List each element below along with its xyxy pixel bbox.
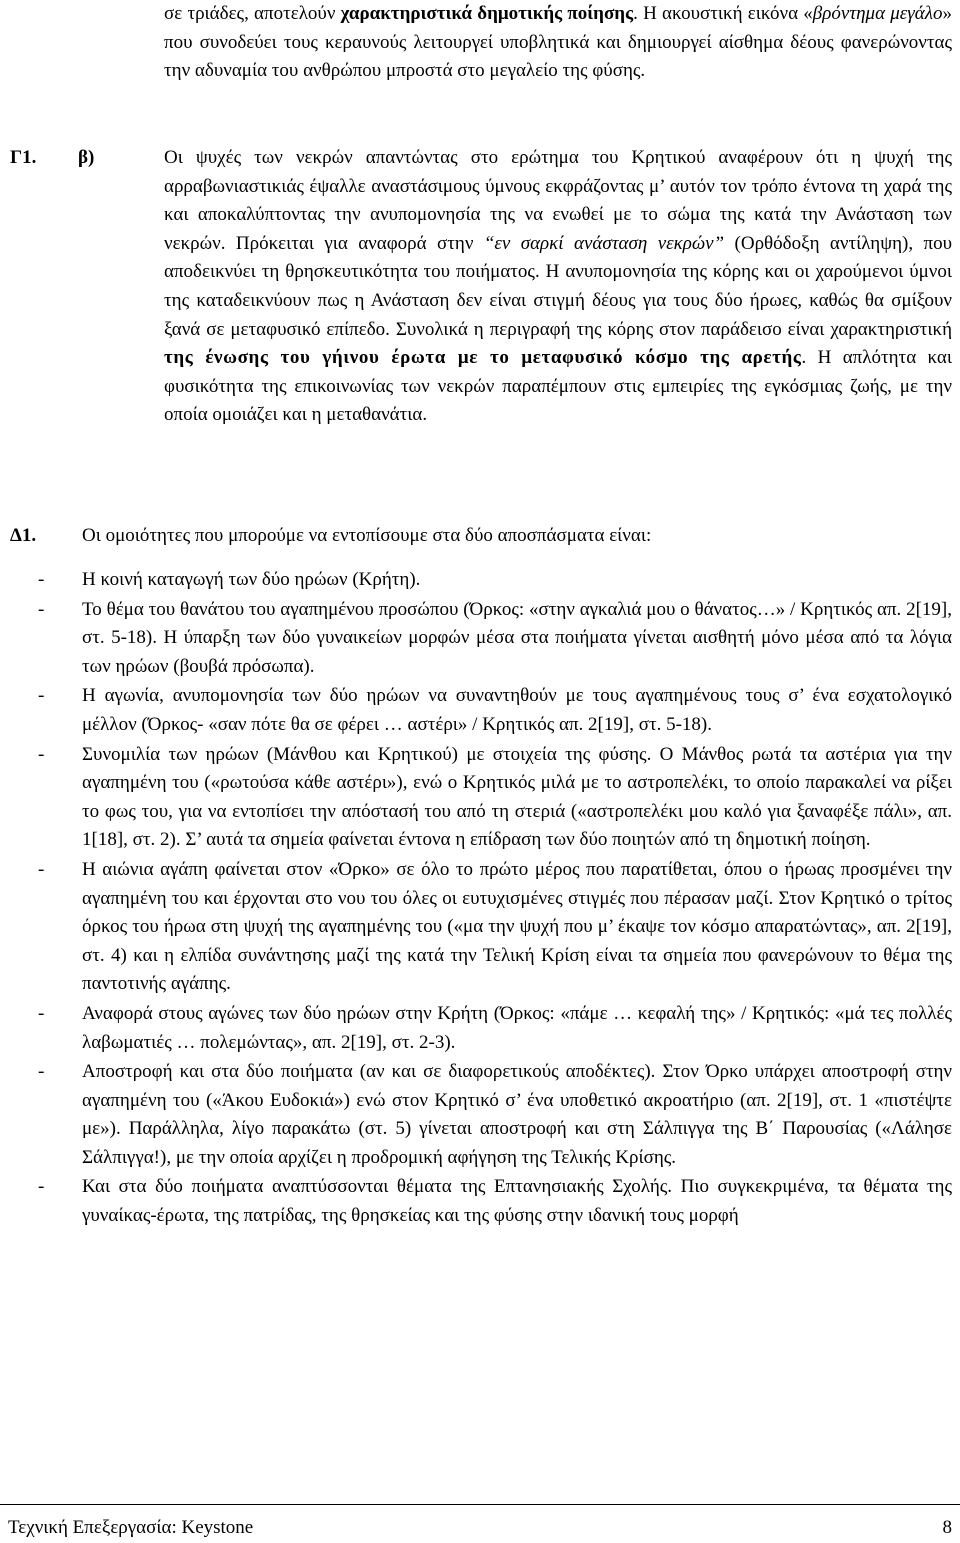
list-dash: -: [38, 1176, 45, 1198]
list-item: [0, 596, 952, 682]
g1-text-3: . Η απλότητα και φυσικότητα της επικοινωνίας των νεκρών παραπέμπουν στις εμπειρίες της εγκόσμιας ζωής, με την οποία ομοιάζει και η μεταθανάτια.: [164, 347, 952, 426]
g1-text-2: (Ορθόδοξη αντίληψη), που αποδεικνύει τη θρησκευτικότητα του ποιήματος. Η ανυπομονησία της κόρης και οι χαρούμενοι ύμνοι της καταδεικνύουν πως η Ανάσταση δεν είναι στιγμή δέους για τους δύο ήρωες, καθώς θα σμίξουν ξανά σε μεταφυσικό επίπεδο. Συνολικά η περιγραφή της κόρης στον παράδεισο είναι χαρακτηριστική: [164, 232, 953, 340]
list-dash: -: [38, 1061, 45, 1083]
section-g1-body: [164, 144, 952, 430]
section-d1: [10, 522, 952, 551]
intro-paragraph: [164, 0, 952, 86]
g1-bold-1: της ένωσης του γήινου έρωτα με το μεταφυσικό κόσμο της αρετής: [164, 347, 802, 369]
intro-italic-1: βρόντημα μεγάλο: [812, 3, 943, 24]
list-dash: -: [38, 569, 45, 590]
section-d1-intro: Οι ομοιότητες που μπορούμε να εντοπίσουμε στα δύο αποσπάσματα είναι:: [82, 525, 652, 546]
list-item: [0, 741, 952, 855]
list-item-text: Αποστροφή και στα δύο ποιήματα (αν και σε διαφορετικούς αποδέκτες). Στον Όρκο υπάρχει αποστροφή στην αγαπημένη του («Άκου Ευδοκιά») ενώ στον Κρητικό σ’ ένα υποθετικό ακροατήριο (απ. 2[19], στ. 1 «πιστέψτε με»). Παράλληλα, λίγο παρακάτω (στ. 5) γίνεται αποστροφή και στη Σάλπιγγα της Β΄ Παρουσίας («Λάλησε Σάλπιγγα!), με την οποία αρχίζει η προδρομική αφήγηση της Τελικής Κρίσης.: [82, 1061, 952, 1168]
section-g1: [10, 144, 952, 430]
list-dash: -: [38, 685, 45, 707]
list-item-text: Η κοινή καταγωγή των δύο ηρώων (Κρήτη).: [82, 569, 421, 590]
list-item: [0, 682, 952, 739]
list-item-text: Το θέμα του θανάτου του αγαπημένου προσώπου (Όρκος: «στην αγκαλιά μου ο θάνατος…» / Κρητικός απ. 2[19], στ. 5-18). Η ύπαρξη των δύο γυναικείων μορφών μέσα στα ποιήματα γίνεται αισθητή μόνο μέσα από τα λόγια των ηρώων (βουβά πρόσωπα).: [82, 598, 952, 677]
list-dash: -: [38, 598, 45, 620]
g1-text-1: Οι ψυχές των νεκρών απαντώντας στο ερώτημα του Κρητικού αναφέρουν ότι η ψυχή της αρραβωνιαστικιάς έψαλλε αναστάσιμους ύμνους εκφράζοντας μ’ αυτόν τον τρόπο έντονα τη χαρά της και αποκαλύπτοντας την ανυπομονησία της να ενωθεί με το σώμα της κατά την Ανάσταση των νεκρών. Πρόκειται για αναφορά στην: [164, 147, 952, 254]
list-dash: -: [38, 858, 45, 880]
footer-credit: Τεχνική Επεξεργασία: Keystone: [8, 1517, 254, 1538]
list-item: [0, 566, 952, 595]
list-item-text: Αναφορά στους αγώνες των δύο ηρώων στην Κρήτη (Όρκος: «πάμε … κεφαλή της» / Κρητικός: «μά τες πολλές λαβωματιές … πολεμώντας», απ. 2[19], στ. 2-3).: [82, 1002, 952, 1053]
footer-divider: [0, 1504, 960, 1505]
list-item-text: Η αιώνια αγάπη φαίνεται στον «Όρκο» σε όλο το πρώτο μέρος που παρατίθεται, όπου ο ήρωας προσμένει την αγαπημένη του και έρχονται στο νου του όλες οι ευτυχισμένες στιγμές που πέρασαν μαζί. Στον Κρητικό ο τρίτος όρκος του ήρωα στη ψυχή της αγαπημένης του («μα την ψυχή που μ’ έκαψε τον κόσμο απαρατώντας», απ. 2[19], στ. 4) και η ελπίδα συνάντησης μαζί της κατά την Τελική Κρίση είναι τα σημεία που φανερώνουν το θέμα της παντοτινής αγάπης.: [82, 858, 952, 995]
list-item-text: Η αγωνία, ανυπομονησία των δύο ηρώων να συναντηθούν με τους αγαπημένους τους σ’ ένα εσχατολογικό μέλλον (Όρκος- «σαν πότε θα σε φέρει … αστέρι» / Κρητικός απ. 2[19], στ. 5-18).: [82, 685, 952, 735]
intro-text-3: » που συνοδεύει τους κεραυνούς λειτουργεί υποβλητικά και δημιουργεί αίσθημα δέους φανερώνοντας την αδυναμία του ανθρώπου μπροστά στο μεγαλείο της φύσης.: [164, 3, 952, 82]
list-item: [0, 1000, 952, 1057]
intro-bold-1: χαρακτηριστικά δημοτικής ποίησης: [340, 3, 634, 24]
list-item: [0, 1173, 952, 1230]
list-item-text: Και στα δύο ποιήματα αναπτύσσονται θέματα της Επτανησιακής Σχολής. Πιο συγκεκριμένα, τα θέματα της γυναίκας-έρωτα, της πατρίδας, της θρησκείας και της φύσης στην ιδανική τους μορφή: [82, 1176, 952, 1227]
section-d1-label: Δ1.: [10, 525, 37, 546]
list-item: [0, 856, 952, 999]
g1-italic-1: “εν σαρκί ανάσταση νεκρών”: [483, 232, 725, 254]
list-dash: -: [38, 1002, 45, 1024]
section-g1-sublabel: β): [78, 147, 95, 168]
intro-text-2: . Η ακουστική εικόνα «: [633, 3, 813, 24]
list-item: [0, 1058, 952, 1172]
list-item-text: Συνομιλία των ηρώων (Μάνθου και Κρητικού) με στοιχεία της φύσης. Ο Μάνθος ρωτά τα αστέρια για την αγαπημένη του («ρωτούσα κάθε αστέρι»), ενώ ο Κρητικός μιλά με το αστροπελέκι, το οποίο παρακαλεί να ρίξει το φως του, για να εντοπίσει την απόστασή του από τη στεριά («αστροπελέκι μου καλό για ξαναφέξε πάλι», απ. 1[18], στ. 2). Σ’ αυτά τα σημεία φαίνεται έντονα η επίδραση των δύο ποιητών από τη δημοτική ποίηση.: [82, 743, 952, 851]
list-dash: -: [38, 743, 45, 765]
intro-text-1: σε τριάδες, αποτελούν: [164, 3, 341, 24]
page-number: 8: [942, 1517, 952, 1538]
similarities-list: [0, 566, 952, 1232]
section-g1-label: Γ1.: [10, 147, 37, 168]
